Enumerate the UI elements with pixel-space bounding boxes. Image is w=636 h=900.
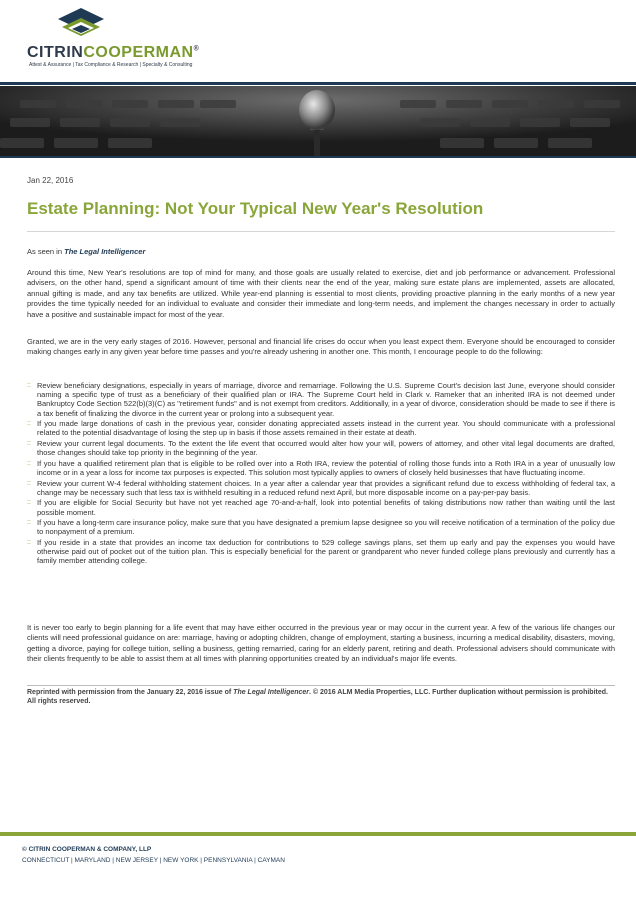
recommendation-list [27,381,615,567]
company-logo-wordmark [27,44,199,62]
list-item [27,518,615,536]
logo-word-cooperman: COOPERMAN [83,44,194,61]
footer-divider [0,832,636,836]
paragraph-closing: It is never too early to begin planning for a life event that may have either occurred in the previous year or may occur in the current year. A few of the various life changes our clients will need professional guidance on are: marriage, having or adopting children, change of employment, starting a business, incurring a medical disability, disasters, moving, getting a divorce, paying for college tuition, selling a business, getting remarried, caring for an elderly parent, retiring and death. Professional advisers should communicate with their clients frequently to be able to assist them at all times with planning opportunities created by an individual's major life events. [27,623,615,664]
list-item [27,479,615,497]
reprint-divider [27,685,615,686]
source-credit [27,247,145,256]
title-divider [27,231,615,232]
list-item [27,459,615,477]
article-date: Jan 22, 2016 [27,176,74,185]
source-publication-link[interactable]: The Legal Intelligencer [64,247,146,256]
list-item-text: Review your current legal documents. To the extent the life event that occurred would alter how your will, powers of attorney, and other vital legal documents are drafted, those changes should take top priority in the beginning of the year. [37,439,615,458]
page-header [0,0,636,86]
bullet-icon: :: [27,459,31,467]
paragraph-granted: Granted, we are in the very early stages of 2016. However, personal and financial life crises do occur when you least expect them. Everyone should be encouraged to consider making changes early in any given year before time passes and you're already ushering in another one. This month, I encourage people to do the following: [27,337,615,357]
list-item [27,439,615,457]
registered-mark: ® [193,45,200,53]
list-item-text: If you are eligible for Social Security but have not yet reached age 70-and-a-half, look into potential benefits of taking distributions now rather than waiting until the last possible moment. [37,498,615,517]
list-item [27,381,615,418]
bullet-icon: :: [27,538,31,546]
list-item [27,498,615,516]
header-divider [0,82,636,85]
citrin-cooperman-logo-icon [58,8,104,42]
list-item-text: Review your current W-4 federal withholding statement choices. In a year after a calendar year that provides a significant refund due to excess withholding of federal tax, a change may be necessary such that less tax is withheld resulting in a reduced refund next April, but more disposable income on a pay-per-pay basis. [37,478,615,497]
list-item [27,538,615,566]
list-item-text: If you have a long-term care insurance policy, make sure that you have designated a premium lapse designee so you will receive notification of a termination of the policy due to nonpayment of a premium. [37,518,615,537]
list-item-text: If you made large donations of cash in the previous year, consider donating appreciated assets instead in the current year. You should communicate with a professional related to the potential disadvantage of losing the step up in basis if those assets remained in their estate at death. [37,419,615,438]
banner-divider [0,156,636,158]
bullet-icon: :: [27,420,31,428]
reprint-suffix: . © 2016 ALM Media Properties, LLC. Further duplication without permission is prohibited. All rights reserved. [27,689,608,705]
footer-company: © CITRIN COOPERMAN & COMPANY, LLP [22,846,152,853]
list-item-text: If you reside in a state that provides an income tax deduction for contributions to 529 college savings plans, set them up early and pay the expenses you would have otherwise paid out of pocket out of the tuition plan. This is especially beneficial for the parent or grandparent who never funded college plans previously and currently has a family member attending college. [37,537,615,566]
paragraph-intro: Around this time, New Year's resolutions are top of mind for many, and those goals are usually related to exercise, diet and job performance or advancement. Professional advisers, on the other hand, spend a significant amount of time with their clients near the end of the year, making sure estate plans are implemented, assets are allocated, annual gifting is made, and any tax benefits are utilized. While year-end planning is essential to most clients, providing proactive planning in the early months of a new year provides the time typically needed for an individual to evaluate and consider their immediate and long-term needs, and implement the changes necessary in order to actually have a positive and sustainable impact for most of the year. [27,268,615,319]
bullet-icon: :: [27,382,31,389]
bullet-icon: :: [27,519,31,527]
company-tagline: Attest & Assurance | Tax Compliance & Research | Specialty & Consulting [29,62,193,68]
article-title: Estate Planning: Not Your Typical New Year's Resolution [27,199,484,218]
bullet-icon: :: [27,479,31,487]
reprint-source: The Legal Intelligencer [233,689,310,696]
logo-word-citrin: CITRIN [27,44,84,61]
list-item [27,419,615,437]
bullet-icon: :: [27,499,31,507]
reprint-prefix: Reprinted with permission from the January 22, 2016 issue of [27,689,234,696]
source-credit-prefix: As seen in [27,247,65,256]
reprint-notice [27,688,615,706]
microphone-photo [0,86,636,156]
bullet-icon: :: [27,440,31,447]
list-item-text: Review beneficiary designations, especially in years of marriage, divorce and remarriage. Following the U.S. Supreme Court's decision last June, everyone should consider naming a specific type of trust as a beneficiary of their qualified plan or IRA. The Supreme Court held in Clark v. Rameker that an inherited IRA is not deemed under Bankruptcy Code Section 522(b)(3)(C) as "retirement funds" and is not exempt from creditors. Additionally, in a year of divorce, consideration should be made to see if there is a tax benefit of finalizing the divorce in the current year or prolong into a subsequent year. [37,381,615,418]
microphone-banner-image [0,86,636,156]
list-item-text: If you have a qualified retirement plan that is eligible to be rolled over into a Roth IRA, review the potential of rolling those funds into a Roth IRA in a year of unusually low income or in a year a loss for income tax purposes is expected. This solution most typically applies to owners of closely held businesses that have fluctuating income. [37,458,615,477]
footer-locations: CONNECTICUT | MARYLAND | NEW JERSEY | NEW YORK | PENNSYLVANIA | CAYMAN [22,857,285,864]
